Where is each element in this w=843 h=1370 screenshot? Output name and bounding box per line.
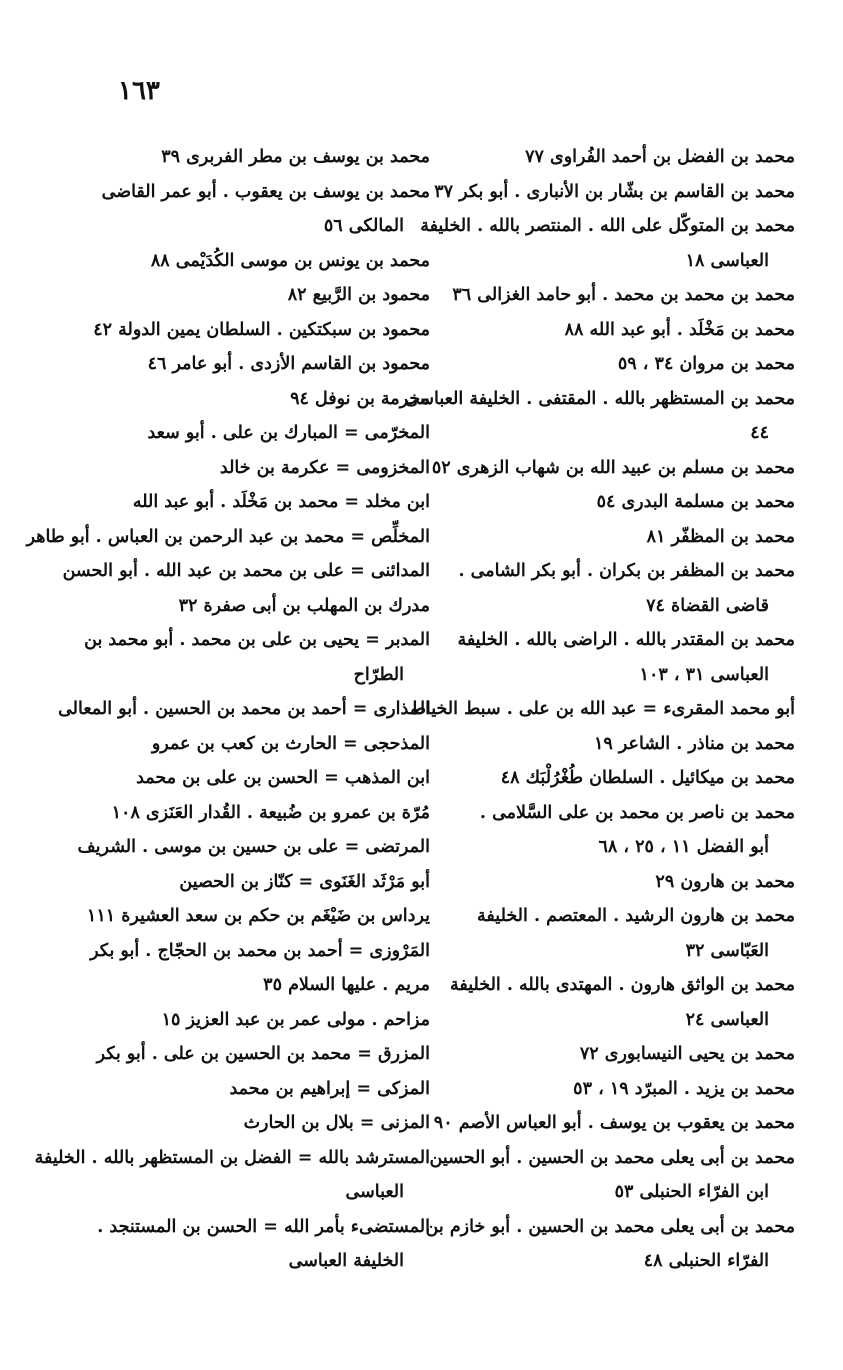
index-entry: محمد بن الفضل بن أحمد الفُراوى ٧٧ <box>525 147 795 167</box>
index-entry: المرتضى = على بن حسين بن موسى . الشريف <box>77 837 430 857</box>
index-entry: المخزومى = عكرمة بن خالد <box>219 457 430 478</box>
index-entry: محمد بن مناذر . الشاعر ١٩ <box>594 733 795 754</box>
index-entry-continuation: العباسى <box>345 1182 404 1202</box>
index-column-right <box>404 140 795 1279</box>
index-entry-continuation: المالكى ٥٦ <box>323 216 404 236</box>
index-entry: محمود بن الرَّبيع ٨٢ <box>287 285 430 305</box>
index-entry: محمد بن هارون الرشيد . المعتصم . الخليفة <box>477 906 795 926</box>
index-entry: المذارى = أحمد بن محمد بن الحسين . أبو المعالى <box>58 699 430 719</box>
index-entry-continuation: العباسى ٣١ ، ١٠٣ <box>639 664 769 685</box>
index-entry: محمد بن يعقوب بن يوسف . أبو العباس الأصم ٩٠ <box>433 1113 795 1133</box>
index-entry: المخلِّص = محمد بن عبد الرحمن بن العباس . أبو طاهر <box>26 526 430 547</box>
index-entry: المدائنى = على بن محمد بن عبد الله . أبو الحسن <box>62 561 430 581</box>
index-entry: المدبر = يحيى بن على بن محمد . أبو محمد بن <box>84 630 430 650</box>
index-entry: محمد بن أبى يعلى محمد بن الحسين . أبو خازم بن <box>425 1216 795 1237</box>
index-entry: المزكى = إبراهيم بن محمد <box>229 1078 430 1099</box>
index-entry: محمد بن المستظهر بالله . المقتفى . الخليفة العباسى <box>404 388 795 409</box>
index-entry: محمود بن القاسم الأزدى . أبو عامر ٤٦ <box>147 354 430 374</box>
index-entry-continuation: الطرّاح <box>353 664 404 685</box>
index-entry: محمد بن القاسم بن بشّار بن الأنبارى . أبو بكر ٣٧ <box>434 181 795 202</box>
index-entry: يرداس بن ضَيْغَم بن حكم بن سعد العشيرة ١١١ <box>86 906 430 926</box>
index-entry: محمد بن المتوكّل على الله . المنتصر بالله . الخليفة <box>420 216 795 236</box>
index-entry-continuation: العباسى ٢٤ <box>685 1009 769 1030</box>
index-entry: محمد بن يونس بن موسى الكُدَيْمى ٨٨ <box>150 250 430 271</box>
index-entry-continuation: العَبّاسى ٣٢ <box>685 940 769 961</box>
index-entry: محمد بن مَخْلَد . أبو عبد الله ٨٨ <box>564 319 795 340</box>
index-entry: محمد بن مسلم بن عبيد الله بن شهاب الزهرى ٥٢ <box>431 457 795 478</box>
index-entry: المسترشد بالله = الفضل بن المستظهر بالله . الخليفة <box>34 1147 430 1168</box>
index-entry: محمد بن المقتدر بالله . الراضى بالله . الخليفة <box>457 630 795 650</box>
index-entry: أبو مَرْثَد الغَنَوى = كنّاز بن الحصين <box>179 871 430 892</box>
index-entry: محمود بن سبكتكين . السلطان يمين الدولة ٤٢ <box>93 319 430 340</box>
index-entry: محمد بن ناصر بن محمد بن على السَّلامى . <box>479 802 795 823</box>
index-entry-continuation: قاضى القضاة ٧٤ <box>646 595 769 616</box>
index-entry-continuation: أبو الفضل ١١ ، ٢٥ ، ٦٨ <box>598 837 769 857</box>
index-entry: محمد بن مسلمة البدرى ٥٤ <box>596 492 795 512</box>
page-number: ١٦٣ <box>118 76 160 106</box>
index-entry: محمد بن يزيد . المبرّد ١٩ ، ٥٣ <box>573 1078 795 1099</box>
index-entry: محمد بن المظفّر ٨١ <box>646 526 795 547</box>
index-entry: مخرمة بن نوفل ٩٤ <box>290 388 430 409</box>
index-entry: مريم . عليها السلام ٣٥ <box>263 975 430 995</box>
index-entry: محمد بن أبى يعلى محمد بن الحسين . أبو الحسين <box>429 1147 795 1168</box>
index-entry: ابن مخلد = محمد بن مَخْلَد . أبو عبد الله <box>132 492 430 512</box>
index-entry: المزنى = بلال بن الحارث <box>243 1113 430 1133</box>
index-entry: محمد بن يوسف بن مطر الفربرى ٣٩ <box>161 147 430 167</box>
index-entry-continuation: الخليفة العباسى <box>288 1251 404 1271</box>
index-entry: مزاحم . مولى عمر بن عبد العزيز ١٥ <box>161 1009 430 1030</box>
index-entry-continuation: ابن الفرّاء الحنبلى ٥٣ <box>614 1182 769 1202</box>
index-entry: المخرّمى = المبارك بن على . أبو سعد <box>147 423 430 443</box>
index-column-left <box>26 140 430 1279</box>
index-entry-continuation: العباسى ١٨ <box>685 250 769 271</box>
index-entry: محمد بن ميكائيل . السلطان طُغْرُلْبَك ٤٨ <box>500 768 795 788</box>
index-entry: المزرق = محمد بن الحسين بن على . أبو بكر <box>96 1044 430 1064</box>
index-entry: المستضىء بأمر الله = الحسن بن المستنجد . <box>97 1216 430 1237</box>
index-entry-continuation: ٤٤ <box>750 423 769 443</box>
index-entry: مُرّة بن عمرو بن ضُبيعة . القُدار العَنَزى ١٠٨ <box>111 802 430 823</box>
index-entry: ابن المذهب = الحسن بن على بن محمد <box>136 768 430 788</box>
index-entry: محمد بن يوسف بن يعقوب . أبو عمر القاضى <box>101 181 430 202</box>
index-entry: محمد بن يحيى النيسابورى ٧٢ <box>579 1044 795 1064</box>
index-entry: محمد بن الواثق هارون . المهتدى بالله . الخليفة <box>449 975 795 995</box>
index-entry: محمد بن المظفر بن بكران . أبو بكر الشامى . <box>458 561 795 581</box>
index-entry: المذحجى = الحارث بن كعب بن عمرو <box>151 733 430 754</box>
index-entry-continuation: الفرّاء الحنبلى ٤٨ <box>643 1251 769 1271</box>
index-entry: محمد بن محمد بن محمد . أبو حامد الغزالى ٣٦ <box>452 285 795 305</box>
index-entry: أبو محمد المقرىء = عبد الله بن على . سبط الخياط <box>409 699 795 719</box>
index-entry: المَرْوزى = أحمد بن محمد بن الحجّاج . أبو بكر <box>90 940 430 961</box>
index-entry: محمد بن هارون ٢٩ <box>655 871 795 892</box>
index-entry: مدرك بن المهلب بن أبى صفرة ٣٢ <box>178 595 430 616</box>
index-entry: محمد بن مروان ٣٤ ، ٥٩ <box>617 354 795 374</box>
